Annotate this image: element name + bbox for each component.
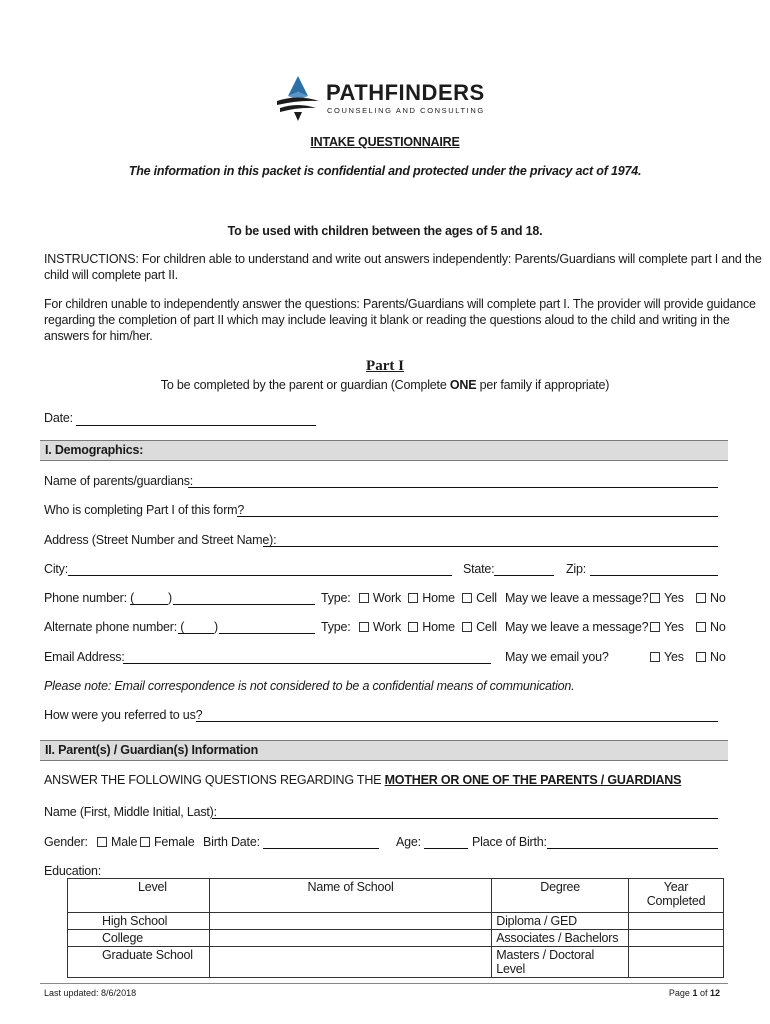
phone-area-code-field[interactable] [130,604,168,605]
page-number: Page 1 of 12 [668,988,720,998]
state-label: State: [463,562,495,576]
phone-type-group: Type: Work Home Cell [321,591,497,605]
yes-checkbox[interactable] [650,622,660,632]
col-level-header: Level [68,879,210,913]
email-no: No [696,650,726,664]
level-cell: High School [68,913,210,930]
alt-phone-type-group: Type: Work Home Cell [321,620,497,634]
gender-female: Female [140,835,194,849]
referred-field[interactable] [196,721,718,722]
email-note: Please note: Email correspondence is not considered to be a confidential means of communication. [44,679,575,693]
zip-label: Zip: [566,562,587,576]
parents-label: Name of parents/guardians: [44,474,194,488]
level-cell: Graduate School [68,947,210,978]
age-field[interactable] [424,848,468,849]
logo-name: PATHFINDERS [326,80,485,105]
message-yes: Yes [650,591,684,605]
email-yes: Yes [650,650,684,664]
age-range-notice: To be used with children between the ages of 5 and 18. [227,224,543,238]
parent-name-label: Name (First, Middle Initial, Last): [44,805,217,819]
city-label: City: [44,562,69,576]
email-label: Email Address: [44,650,125,664]
state-field[interactable] [494,575,554,576]
part-1-subtitle: To be completed by the parent or guardian (Complete ONE per family if appropriate) [160,378,610,392]
pathfinders-logo [274,74,500,124]
work-checkbox[interactable] [359,622,369,632]
completing-field[interactable] [237,516,718,517]
instructions-line: INSTRUCTIONS: For children able to understand and write out answers independently: Parents/Guardians will complete part I and the [44,252,762,266]
zip-field[interactable] [590,575,718,576]
email-field[interactable] [123,663,491,664]
degree-cell: Masters / Doctoral Level [492,947,629,978]
address-field[interactable] [263,546,718,547]
no-checkbox[interactable] [696,593,706,603]
no-checkbox[interactable] [696,652,706,662]
instructions-line: answers for him/her. [44,329,153,343]
answer-instruction: ANSWER THE FOLLOWING QUESTIONS REGARDING THE MOTHER OR ONE OF THE PARENTS / GUARDIANS [44,773,682,787]
alt-message-no: No [696,620,726,634]
work-checkbox[interactable] [359,593,369,603]
degree-cell: Diploma / GED [492,913,629,930]
year-cell[interactable] [629,947,724,978]
yes-checkbox[interactable] [650,652,660,662]
cell-checkbox[interactable] [462,593,472,603]
education-table [67,878,724,978]
year-cell[interactable] [629,913,724,930]
instructions-line: child will complete part II. [44,268,179,282]
school-cell[interactable] [209,930,491,947]
col-year-header: Year Completed [629,879,724,913]
date-label: Date: [44,411,73,425]
city-field[interactable] [68,575,452,576]
parents-field[interactable] [188,487,718,488]
alt-phone-paren: ) [214,620,218,634]
alt-phone-area-code-field[interactable] [178,633,214,634]
phone-number-field[interactable] [173,604,315,605]
date-field[interactable] [76,425,316,426]
instructions-line: For children unable to independently answer the questions: Parents/Guardians will complete part I. The provider will provide guidance [44,297,756,311]
table-row [68,947,724,978]
table-row [68,930,724,947]
cell-checkbox[interactable] [462,622,472,632]
logo-tagline: COUNSELING AND CONSULTING [327,106,485,115]
alt-message-question: May we leave a message? [505,620,649,634]
part-1-title: Part I [366,358,404,374]
completing-label: Who is completing Part I of this form? [44,503,245,517]
alt-phone-label: Alternate phone number: ( [44,620,185,634]
education-label: Education: [44,864,102,878]
table-header-row [68,879,724,913]
school-cell[interactable] [209,913,491,930]
col-degree-header: Degree [492,879,629,913]
gender-label: Gender: [44,835,88,849]
no-checkbox[interactable] [696,622,706,632]
home-checkbox[interactable] [408,622,418,632]
table-row [68,913,724,930]
birth-date-field[interactable] [263,848,379,849]
demographics-heading: I. Demographics: [40,440,728,461]
parents-heading: II. Parent(s) / Guardian(s) Information [40,740,728,761]
confidential-notice: The information in this packet is confidential and protected under the privacy act of 1974. [128,164,642,178]
degree-cell: Associates / Bachelors [492,930,629,947]
age-label: Age: [396,835,421,849]
school-cell[interactable] [209,947,491,978]
alt-message-yes: Yes [650,620,684,634]
email-question: May we email you? [505,650,609,664]
form-title: INTAKE QUESTIONNAIRE [310,135,460,149]
home-checkbox[interactable] [408,593,418,603]
address-label: Address (Street Number and Street Name): [44,533,277,547]
message-question: May we leave a message? [505,591,649,605]
yes-checkbox[interactable] [650,593,660,603]
compass-logo-icon [274,74,322,122]
col-school-header: Name of School [209,879,491,913]
level-cell: College [68,930,210,947]
place-of-birth-field[interactable] [547,848,718,849]
birth-date-label: Birth Date: [203,835,260,849]
male-checkbox[interactable] [97,837,107,847]
referred-label: How were you referred to us? [44,708,203,722]
instructions-line: regarding the completion of part II which may include leaving it blank or reading the questions aloud to the child and writing in the [44,313,730,327]
message-no: No [696,591,726,605]
gender-male: Male [97,835,137,849]
parent-name-field[interactable] [212,818,718,819]
phone-paren: ) [168,591,172,605]
last-updated: Last updated: 8/6/2018 [44,988,137,998]
phone-label: Phone number: ( [44,591,135,605]
footer-divider [40,983,728,984]
female-checkbox[interactable] [140,837,150,847]
alt-phone-number-field[interactable] [219,633,315,634]
year-cell[interactable] [629,930,724,947]
place-of-birth-label: Place of Birth: [472,835,547,849]
